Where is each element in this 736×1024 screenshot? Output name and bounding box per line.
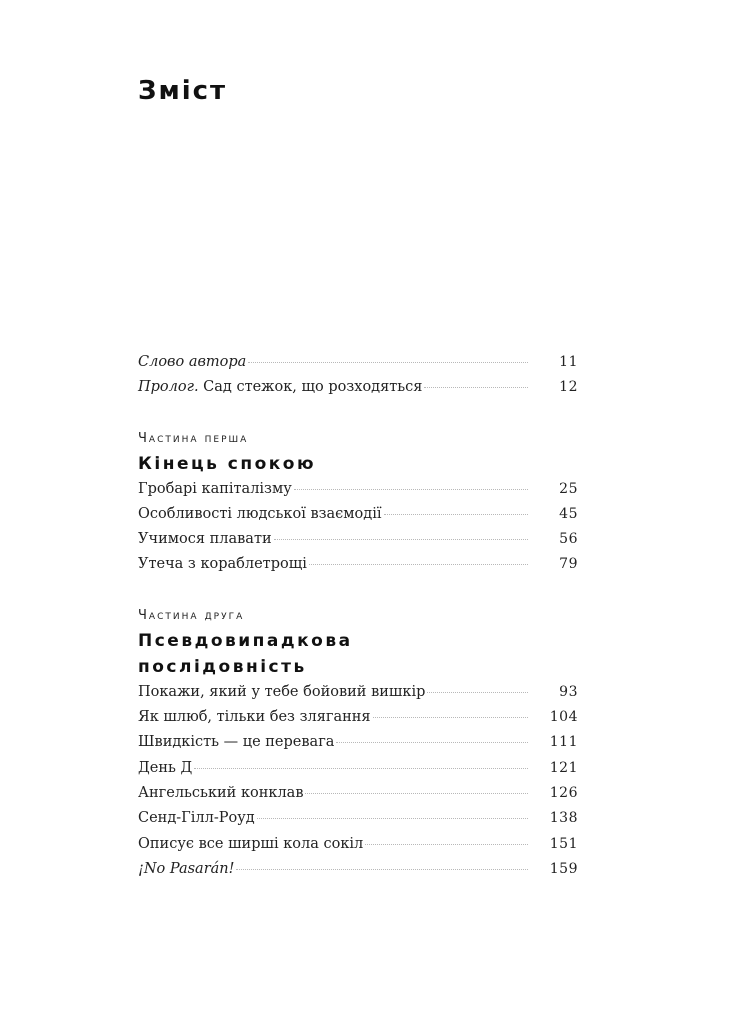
- toc-entry[interactable]: [138, 506, 578, 531]
- entry-title: Покажи, який у тебе бойовий вишкір: [138, 683, 426, 700]
- entry-title: Ангельський конклав: [138, 784, 304, 801]
- entry-title: Утеча з кораблетрощі: [138, 556, 307, 573]
- dot-leader: [309, 564, 528, 565]
- toc-entry[interactable]: [138, 760, 578, 785]
- page-number: 159: [549, 860, 578, 877]
- dot-leader: [294, 489, 528, 490]
- dot-leader: [365, 844, 528, 845]
- page-number: 104: [549, 709, 578, 726]
- page-number: 121: [549, 759, 578, 776]
- entry-title: Описує все ширші кола сокіл: [138, 835, 364, 852]
- toc-entry[interactable]: [138, 481, 578, 506]
- dot-leader: [248, 362, 528, 363]
- page-number: 126: [549, 784, 578, 801]
- entry-title: День Д: [138, 759, 193, 776]
- page-number: 11: [559, 354, 578, 370]
- dot-leader: [384, 514, 529, 515]
- dot-leader: [194, 768, 528, 769]
- entry-title: ¡No Pasarán!: [138, 860, 235, 877]
- page-number: 138: [549, 810, 578, 827]
- entry-title: Пролог. Сад стежок, що розходяться: [138, 379, 423, 396]
- toc-entry[interactable]: [138, 734, 578, 759]
- entry-title: Гробарі капіталізму: [138, 480, 292, 497]
- toc-entry-author-note[interactable]: [138, 354, 578, 379]
- dot-leader: [424, 387, 528, 388]
- toc-entry[interactable]: [138, 531, 578, 556]
- dot-leader: [373, 717, 528, 718]
- part-label: Частина друга: [138, 607, 245, 623]
- toc-entry[interactable]: [138, 836, 578, 861]
- toc-entry[interactable]: [138, 810, 578, 835]
- table-of-contents: [138, 354, 578, 886]
- dot-leader: [336, 742, 528, 743]
- page-number: 93: [559, 683, 578, 700]
- entry-title: Швидкість — це перевага: [138, 734, 335, 751]
- part-title: Кінець спокою: [138, 453, 317, 474]
- entry-title: Сенд-Гілл-Роуд: [138, 810, 255, 827]
- dot-leader: [427, 692, 528, 693]
- dot-leader: [257, 818, 528, 819]
- page-number: 111: [549, 734, 578, 751]
- page-number: 45: [559, 505, 578, 522]
- dot-leader: [236, 869, 528, 870]
- page-number: 79: [559, 556, 578, 573]
- toc-entry-prologue[interactable]: [138, 379, 578, 404]
- page-title: Зміст: [138, 76, 228, 106]
- dot-leader: [305, 793, 528, 794]
- toc-entry[interactable]: [138, 785, 578, 810]
- toc-entry[interactable]: [138, 684, 578, 709]
- page-number: 25: [559, 480, 578, 497]
- entry-title: Особливості людської взаємодії: [138, 505, 382, 522]
- page-number: 12: [559, 379, 578, 396]
- entry-title: Учимося плавати: [138, 531, 272, 548]
- part-title: Псевдовипадкова послідовність: [138, 630, 353, 677]
- toc-entry[interactable]: [138, 861, 578, 886]
- dot-leader: [274, 539, 528, 540]
- page-number: 56: [559, 531, 578, 548]
- part-label: Частина перша: [138, 430, 249, 446]
- toc-entry[interactable]: [138, 709, 578, 734]
- page-number: 151: [549, 835, 578, 852]
- entry-title: Слово автора: [138, 354, 247, 370]
- toc-entry[interactable]: [138, 556, 578, 581]
- entry-title: Як шлюб, тільки без злягання: [138, 709, 371, 726]
